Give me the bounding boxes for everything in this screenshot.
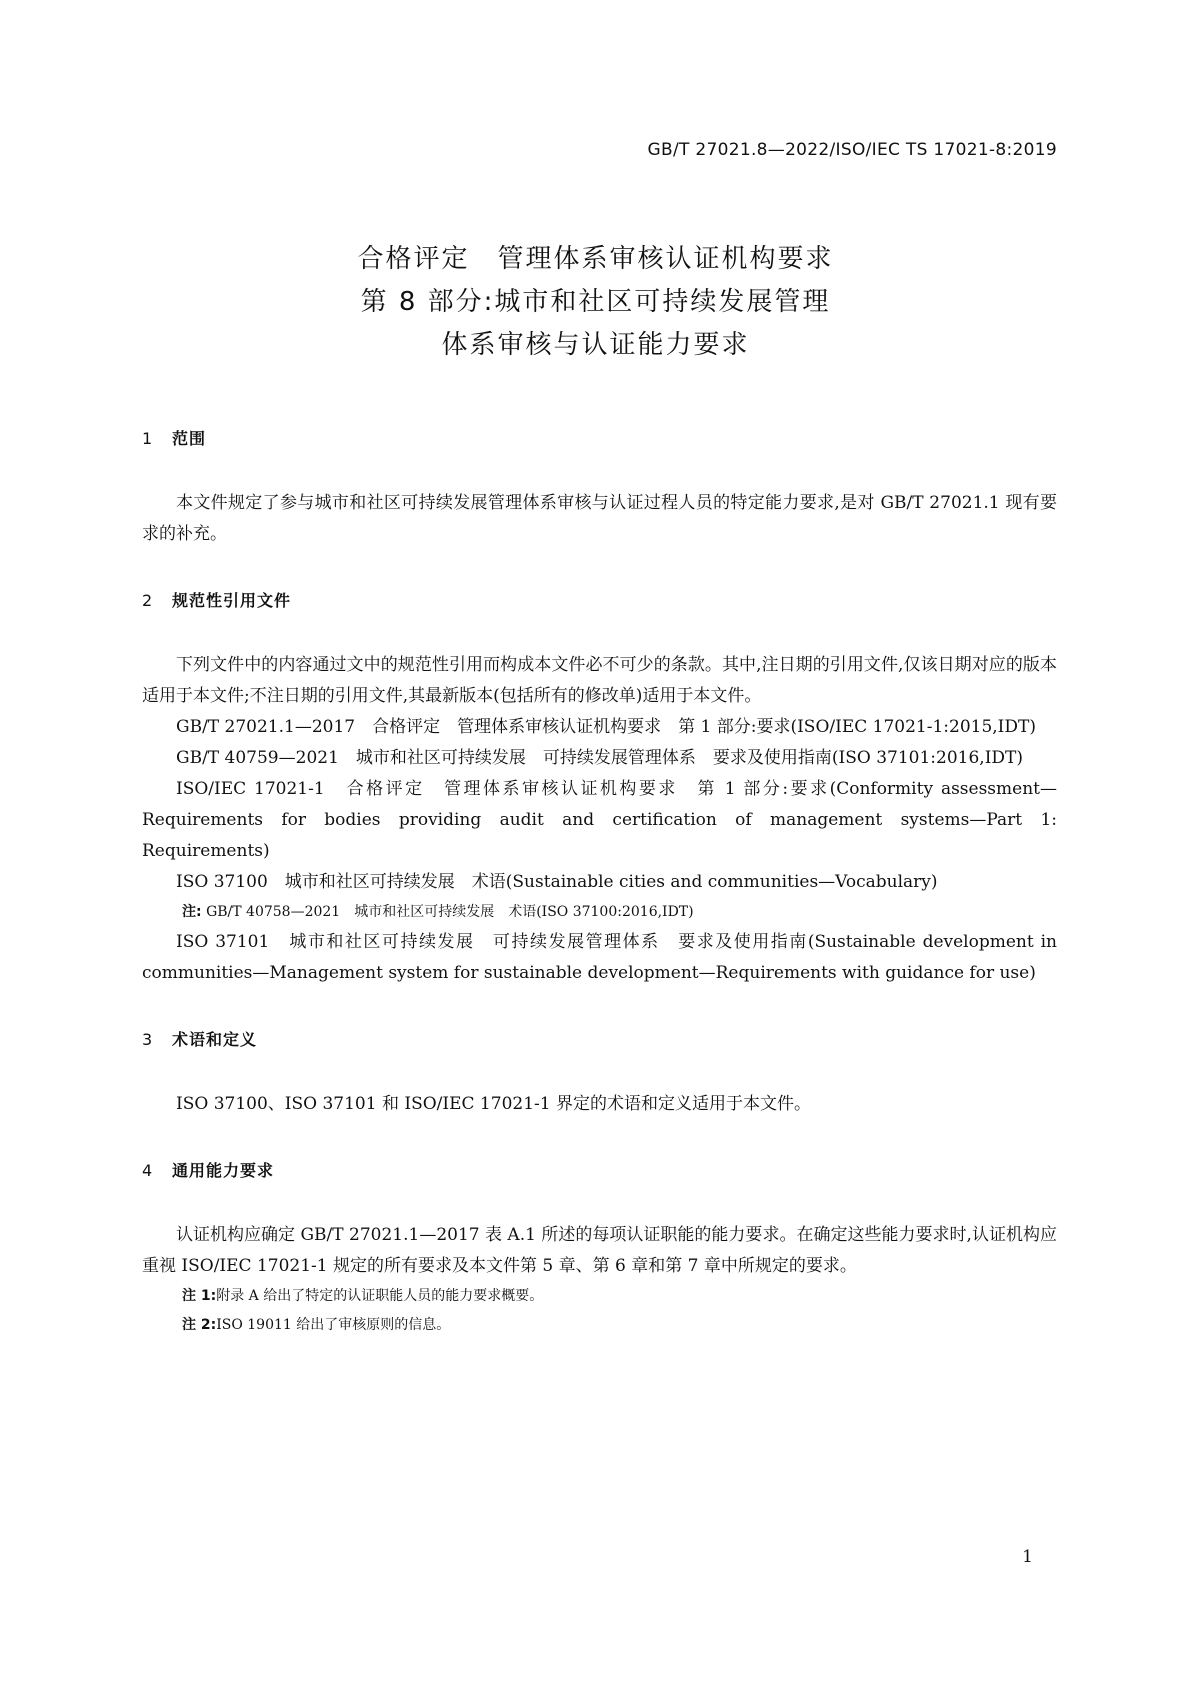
standard-number: GB/T 27021.8—2022/ISO/IEC TS 17021-8:2019 (647, 140, 1057, 160)
note-text: ISO 19011 给出了审核原则的信息。 (216, 1317, 451, 1333)
note-label: 注 2: (182, 1317, 217, 1333)
note-text: GB/T 40758—2021 城市和社区可持续发展 术语(ISO 37100:2016,IDT) (206, 904, 694, 920)
section-4-note-1 (142, 1282, 1057, 1311)
section-1-paragraph: 本文件规定了参与城市和社区可持续发展管理体系审核与认证过程人员的特定能力要求,是对 GB/T 27021.1 现有要求的补充。 (142, 493, 1057, 544)
title-line-2: 第 8 部分:城市和社区可持续发展管理 (360, 287, 831, 317)
section-title: 范围 (172, 429, 207, 448)
document-body (142, 427, 1057, 1340)
section-3-paragraph: ISO 37100、ISO 37101 和 ISO/IEC 17021-1 界定的术语和定义适用于本文件。 (176, 1094, 811, 1114)
section-title: 术语和定义 (172, 1030, 258, 1049)
section-number: 1 (142, 429, 154, 448)
section-2-heading (142, 589, 1057, 613)
reference-item: ISO 37100 城市和社区可持续发展 术语(Sustainable cities and communities—Vocabulary) (176, 872, 938, 892)
note-label: 注: (182, 904, 202, 920)
reference-item: GB/T 27021.1—2017 合格评定 管理体系审核认证机构要求 第 1 部分:要求(ISO/IEC 17021-1:2015,IDT) (176, 717, 1037, 737)
section-number: 3 (142, 1030, 154, 1049)
reference-item: ISO/IEC 17021-1 合格评定 管理体系审核认证机构要求 第 1 部分:要求(Conformity assessment—Requirements for bodies providing audit and certification of management systems—Part 1: Requirements) (142, 779, 1057, 861)
title-line-3: 体系审核与认证能力要求 (441, 330, 750, 360)
note-text: 附录 A 给出了特定的认证职能人员的能力要求概要。 (216, 1288, 544, 1304)
document-title (0, 238, 1191, 367)
section-3-heading (142, 1028, 1057, 1052)
section-title: 通用能力要求 (172, 1161, 275, 1180)
section-number: 4 (142, 1161, 154, 1180)
section-title: 规范性引用文件 (172, 591, 292, 610)
section-4-paragraph: 认证机构应确定 GB/T 27021.1—2017 表 A.1 所述的每项认证职能的能力要求。在确定这些能力要求时,认证机构应重视 ISO/IEC 17021-1 规定的所有要求及本文件第 5 章、第 6 章和第 7 章中所规定的要求。 (142, 1225, 1057, 1276)
section-1-heading (142, 427, 1057, 451)
section-4-heading (142, 1159, 1057, 1183)
reference-item: ISO 37101 城市和社区可持续发展 可持续发展管理体系 要求及使用指南(Sustainable development in communities—Management system for sustainable development—Requirements with guidance for use) (142, 932, 1057, 983)
page-number: 1 (1022, 1547, 1033, 1567)
title-line-1: 合格评定 管理体系审核认证机构要求 (357, 244, 834, 274)
section-number: 2 (142, 591, 154, 610)
reference-item: GB/T 40759—2021 城市和社区可持续发展 可持续发展管理体系 要求及使用指南(ISO 37101:2016,IDT) (176, 748, 1024, 768)
note-label: 注 1: (182, 1288, 217, 1304)
reference-note (142, 898, 1057, 927)
section-2-intro: 下列文件中的内容通过文中的规范性引用而构成本文件必不可少的条款。其中,注日期的引用文件,仅该日期对应的版本适用于本文件;不注日期的引用文件,其最新版本(包括所有的修改单)适用于本文件。 (142, 655, 1057, 706)
section-4-note-2 (142, 1311, 1057, 1340)
